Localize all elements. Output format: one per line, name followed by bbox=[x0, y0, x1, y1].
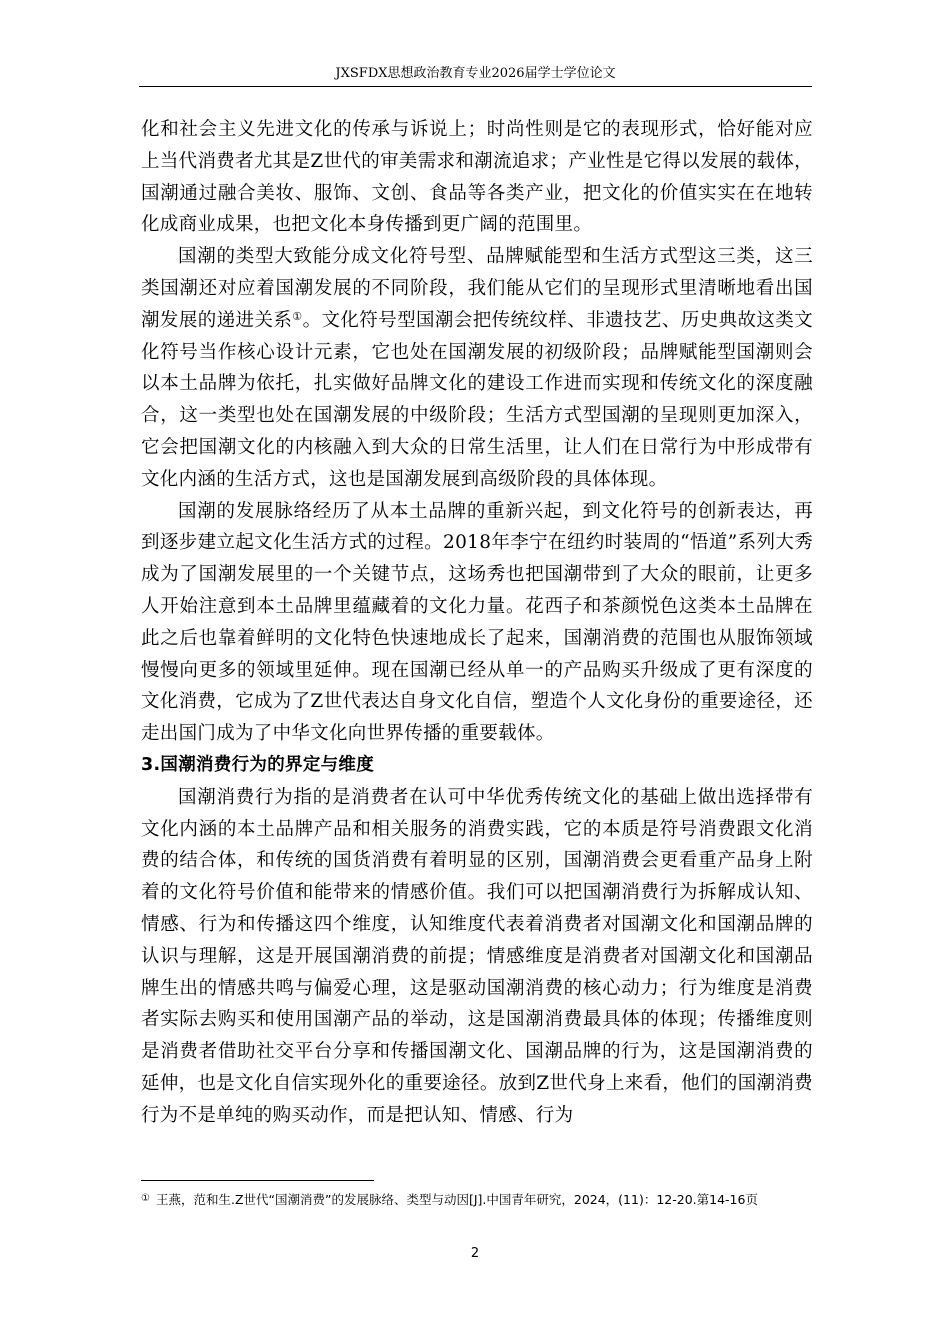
header-title: JXSFDX思想政治教育专业2026届学士学位论文 bbox=[335, 66, 616, 81]
footnote-mark: ① bbox=[141, 1193, 150, 1204]
page-header bbox=[139, 64, 812, 87]
paragraph: 国潮的发展脉络经历了从本土品牌的重新兴起，到文化符号的创新表达，再到逐步建立起文化生活方式的过程。2018年李宁在纽约时装周的“悟道”系列大秀成为了国潮发展里的一个关键节点，这场秀也把国潮带到了大众的眼前，让更多人开始注意到本土品牌里蕴藏着的文化力量。花西子和茶颜悦色这类本土品牌在此之后也靠着鲜明的文化特色快速地成长了起来，国潮消费的范围也从服饰领域慢慢向更多的领域里延伸。现在国潮已经从单一的产品购买升级成了更有深度的文化消费，它成为了Z世代表达自身文化自信，塑造个人文化身份的重要途径，还走出国门成为了中华文化向世界传播的重要载体。 bbox=[141, 500, 813, 745]
paragraph: 国潮消费行为指的是消费者在认可中华优秀传统文化的基础上做出选择带有文化内涵的本土品牌产品和相关服务的消费实践，它的本质是符号消费跟文化消费的结合体，和传统的国货消费有着明显的区别，国潮消费会更看重产品身上附着的文化符号价值和能带来的情感价值。我们可以把国潮消费行为拆解成认知、情感、行为和传播这四个维度，认知维度代表着消费者对国潮文化和国潮品牌的认识与理解，这是开展国潮消费的前提；情感维度是消费者对国潮文化和国潮品牌生出的情感共鸣与偏爱心理，这是驱动国潮消费的核心动力；行为维度是消费者实际去购买和使用国潮产品的举动，这是国潮消费最具体的体现；传播维度则是消费者借助社交平台分享和传播国潮文化、国潮品牌的行为，这是国潮消费的延伸，也是文化自信实现外化的重要途径。放到Z世代身上来看，他们的国潮消费行为不是单纯的购买动作，而是把认知、情感、行为 bbox=[141, 786, 813, 1126]
body-text bbox=[141, 114, 813, 1132]
footnote-text: 王燕，范和生.Z世代“国潮消费”的发展脉络、类型与动因[J].中国青年研究，2024，(11)：12-20.第14-16页 bbox=[155, 1192, 758, 1207]
paragraph-text: 。文化符号型国潮会把传统纹样、非遗技艺、历史典故这类文化符号当作核心设计元素，它也处在国潮发展的初级阶段；品牌赋能型国潮则会以本土品牌为依托，扎实做好品牌文化的建设工作进而实现和传统文化的深度融合，这一类型也处在国潮发展的中级阶段；生活方式型国潮的呈现则更加深入，它会把国潮文化的内核融入到大众的日常生活里，让人们在日常行为中形成带有文化内涵的生活方式，这也是国潮发展到高级阶段的具体体现。 bbox=[141, 309, 813, 490]
page-number: 2 bbox=[470, 1246, 480, 1261]
paragraph-text: 国潮的类型大致能分成文化符号型、品牌赋能型和生活方式型这三类，这三类国潮还对应着国潮发展的不同阶段，我们能从它们的呈现形式里清晰地看出国潮发展的递进关系 bbox=[141, 246, 813, 331]
paragraph: 化和社会主义先进文化的传承与诉说上；时尚性则是它的表现形式，恰好能对应上当代消费者尤其是Z世代的审美需求和潮流追求；产业性是它得以发展的载体，国潮通过融合美妆、服饰、文创、食品等各类产业，把文化的价值实实在在地转化成商业成果，也把文化本身传播到更广阔的范围里。 bbox=[141, 119, 813, 236]
paragraph bbox=[141, 241, 813, 495]
footnote-reference[interactable]: ① bbox=[292, 309, 303, 323]
section-heading: 3.国潮消费行为的界定与维度 bbox=[141, 754, 375, 775]
footnote-separator bbox=[141, 1180, 374, 1181]
footnote bbox=[141, 1188, 813, 1210]
